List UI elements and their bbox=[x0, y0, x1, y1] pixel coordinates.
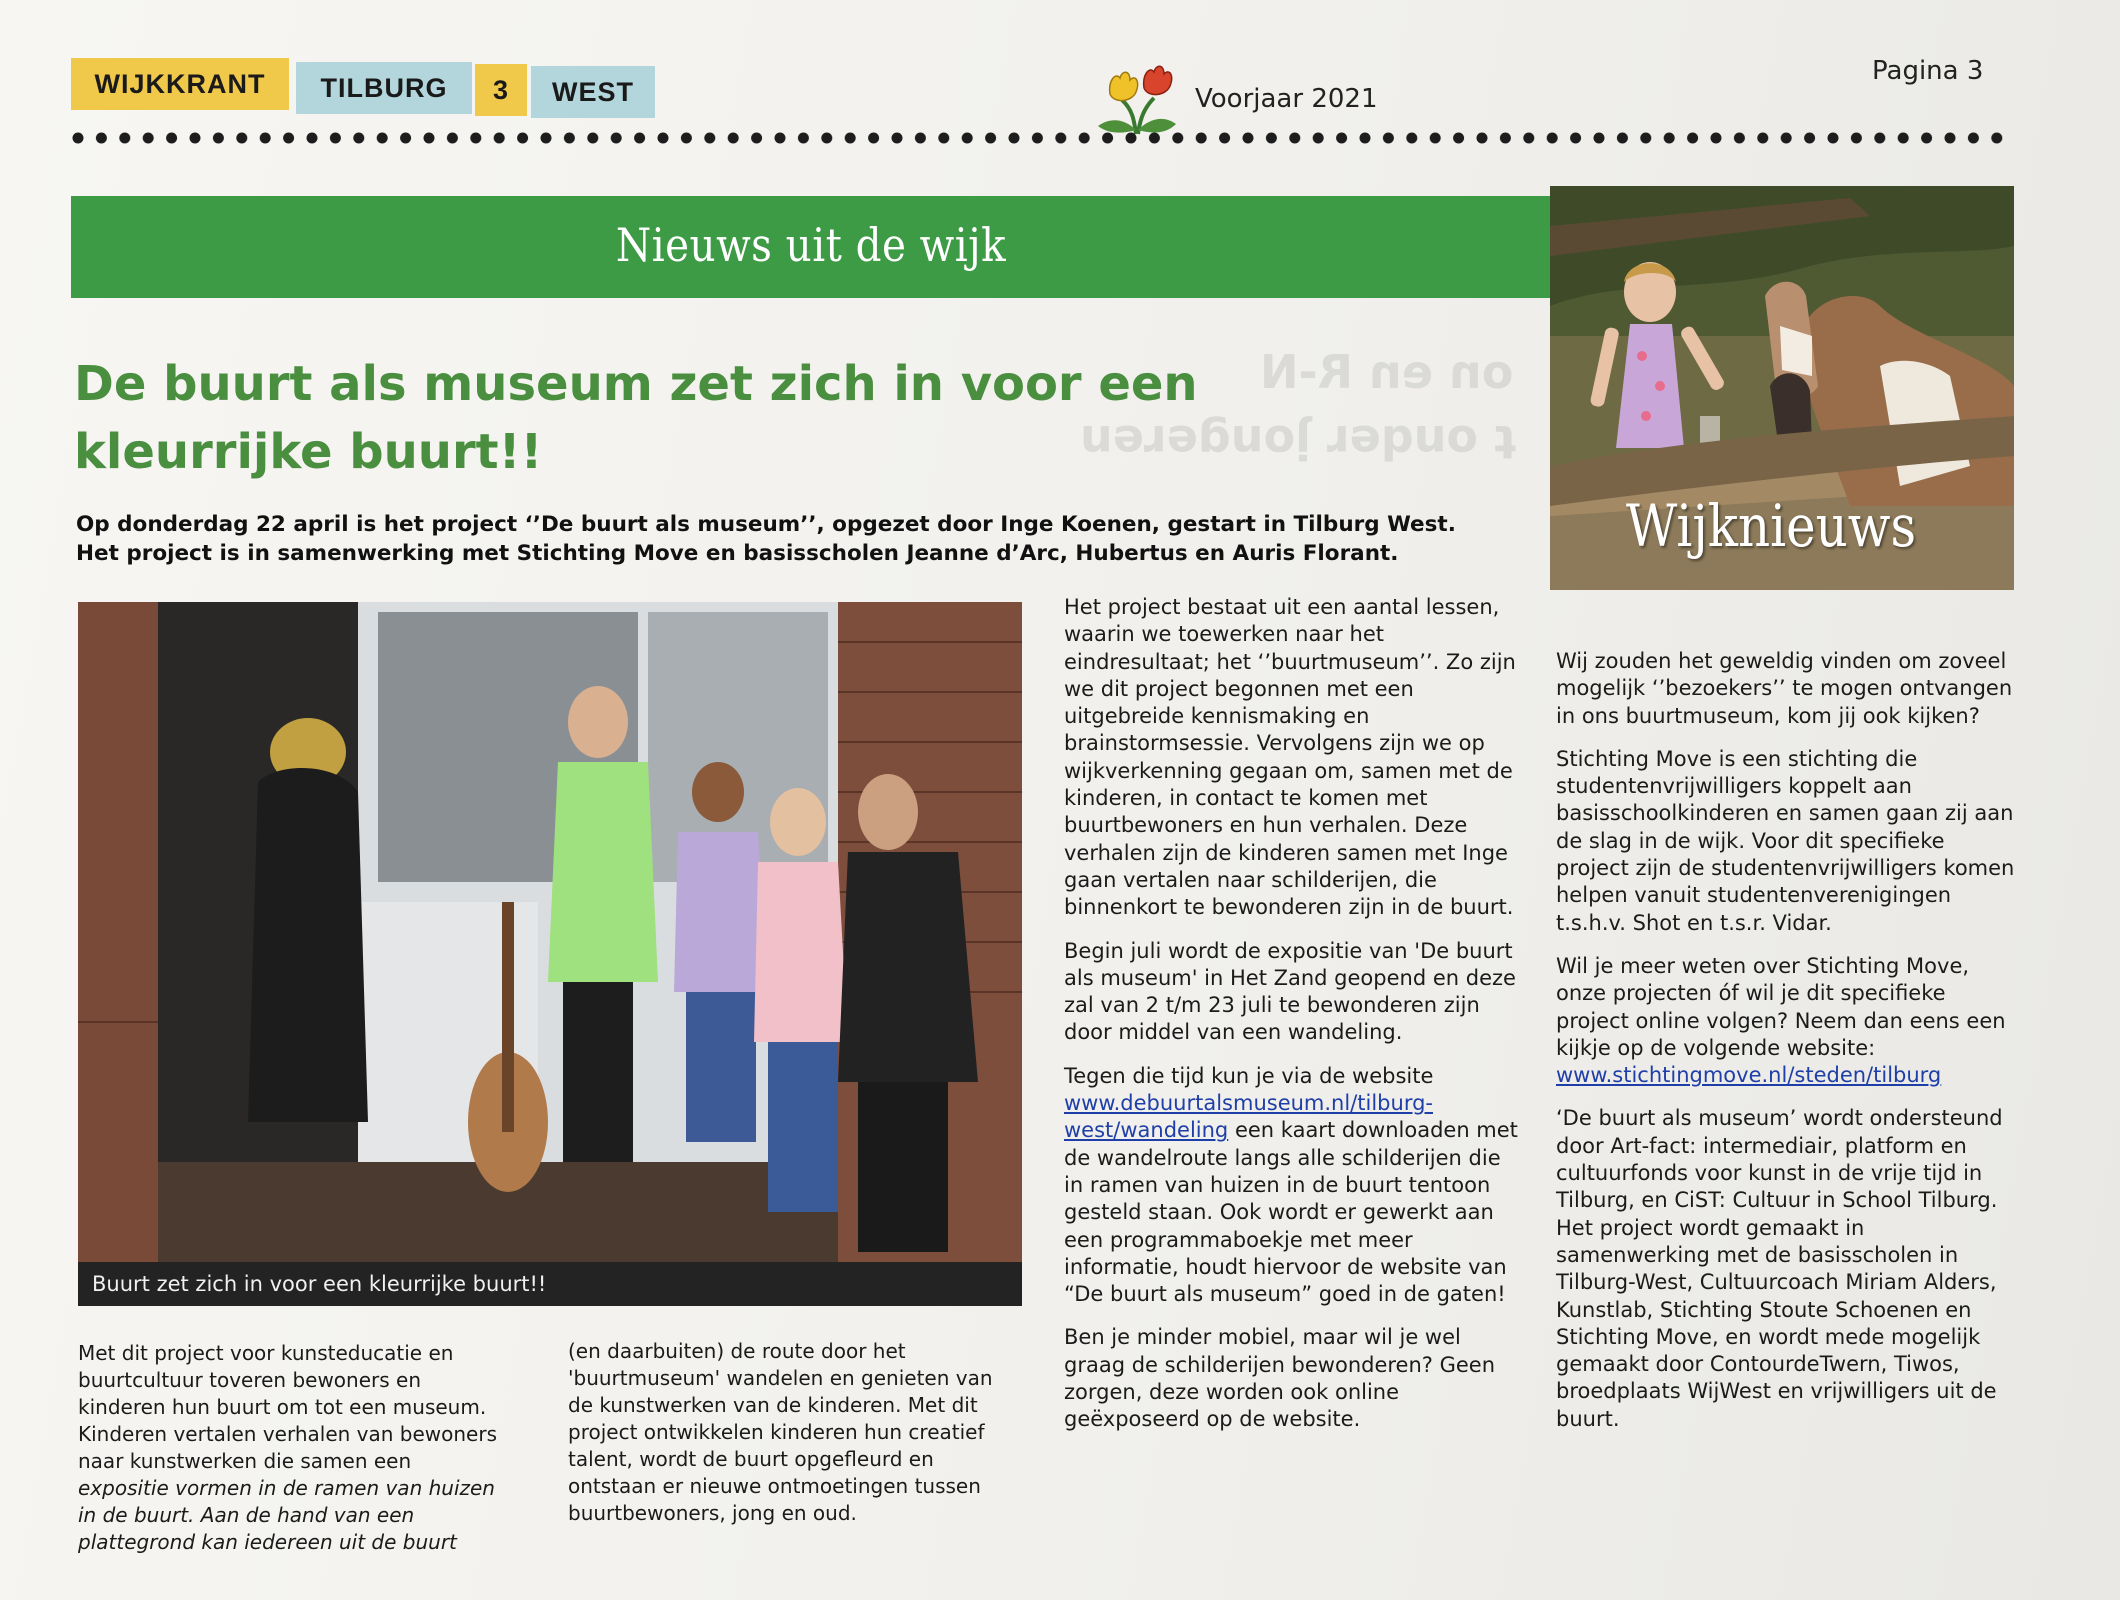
masthead-tag-tilburg: TILBURG bbox=[296, 62, 472, 114]
photo-caption: Buurt zet zich in voor een kleurrijke buurt!! bbox=[78, 1262, 1022, 1306]
issue-season: Voorjaar 2021 bbox=[1195, 84, 1378, 114]
column-1-text: Met dit project voor kunsteducatie en buurtcultuur toveren bewoners en kinderen hun buurt om tot een museum. Kinderen vertalen verhalen van bewoners naar kunstwerken die samen een bbox=[78, 1341, 498, 1473]
wijknieuws-overlay-label: Wijknieuws bbox=[1626, 492, 1917, 560]
section-title: Nieuws uit de wijk bbox=[615, 218, 1007, 272]
column-3-paragraph-1: Het project bestaat uit een aantal lessen, waarin we toewerken naar het eindresultaat; het ‘’buurtmuseum’’. Zo zijn we dit project begonnen met een uitgebreide kennismaking en brainstormsessie. Vervolgens zijn we op wijkverkenning gegaan om, samen met de kinderen, in contact te komen met buurtbewoners en hun verhalen. Deze verhalen zijn de kinderen samen met Inge gaan vertalen naar schilderijen, die binnenkort te bewonderen zijn in de buurt. bbox=[1064, 595, 1516, 920]
column-1-italic-text: expositie vormen in de ramen van huizen in de buurt. Aan de hand van een plattegrond kan iedereen uit de buurt bbox=[78, 1476, 495, 1554]
debuurtalsmuseum-link[interactable]: www.debuurtalsmuseum.nl/tilburg-west/wandeling bbox=[1064, 1091, 1433, 1143]
column-4-paragraph-2: Stichting Move is een stichting die studentenvrijwilligers koppelt aan basisschoolkinderen en samen gaan zij aan de slag in de wijk. Voor dit specifieke project zijn de studentenvrijwilligers komen helpen vanuit studentenverenigingen t.s.h.v. Shot en t.s.r. Vidar. bbox=[1556, 746, 2015, 935]
column-3-paragraph-2: Begin juli wordt de expositie van 'De buurt als museum' in Het Zand geopend en deze zal van 2 t/m 23 juli te bewonderen zijn door middel van een wandeling. bbox=[1064, 938, 1516, 1045]
article-headline: De buurt als museum zet zich in voor een kleurrijke buurt!! bbox=[74, 356, 1198, 480]
masthead-tag-number: 3 bbox=[475, 64, 527, 116]
column-3-text-after-link: een kaart downloaden met de wandelroute langs alle schilderijen die in ramen van huizen in de buurt tentoon gesteld staan. Ook wordt er gewerkt aan een programmaboekje met meer informatie, houdt hiervoor de website van “De buurt als museum” goed in de gaten! bbox=[1064, 1118, 1518, 1307]
section-banner bbox=[71, 196, 1551, 298]
column-4-text-before-link: Wil je meer weten over Stichting Move, onze projecten óf wil je dit specifieke project online volgen? Neem dan eens een kijkje op de volgende website: bbox=[1556, 953, 2006, 1060]
show-through-text: on en R-N bbox=[1260, 345, 1514, 399]
dotted-divider bbox=[72, 122, 2012, 152]
masthead-tag-wijkkrant: WIJKKRANT bbox=[71, 58, 289, 110]
column-4-paragraph-1: Wij zouden het geweldig vinden om zoveel mogelijk ‘’bezoekers’’ te mogen ontvangen in ons buurtmuseum, kom jij ook kijken? bbox=[1556, 649, 2013, 728]
stichtingmove-link[interactable]: www.stichtingmove.nl/steden/tilburg bbox=[1556, 1063, 1942, 1088]
column-4-paragraph-4: ‘De buurt als museum’ wordt ondersteund door Art-fact: intermediair, platform en cultuurfonds voor kunst in de vrije tijd in Tilburg, en CiST: Cultuur in School Tilburg. Het project wordt gemaakt in samenwerking met de basisscholen in Tilburg-West, Cultuurcoach Miriam Alders, Kunstlab, Stichting Stoute Schoenen en Stichting Move, en wordt mede mogelijk gemaakt door ContourdeTwern, Tiwos, broedplaats WijWest en vrijwilligers uit de buurt. bbox=[1556, 1106, 2003, 1431]
children-at-window-illustration bbox=[78, 602, 1022, 1262]
masthead-tag-west: WEST bbox=[531, 66, 655, 118]
column-3-text-before-link: Tegen die tijd kun je via de website bbox=[1064, 1063, 1434, 1088]
article-column-2 bbox=[568, 1338, 1018, 1543]
column-3-paragraph-4: Ben je minder mobiel, maar wil je wel graag de schilderijen bewonderen? Geen zorgen, deze worden ook online geëxposeerd op de website. bbox=[1064, 1325, 1496, 1432]
article-column-1 bbox=[78, 1340, 508, 1572]
article-column-3 bbox=[1064, 594, 1524, 1450]
article-column-4 bbox=[1556, 648, 2018, 1449]
article-intro: Op donderdag 22 april is het project ‘’De buurt als museum’’, opgezet door Inge Koenen, gestart in Tilburg West. Het project is in samenwerking met Stichting Move en basisscholen Jeanne d’Arc, Hubertus en Auris Florant. bbox=[76, 512, 1456, 566]
page-number: Pagina 3 bbox=[1872, 56, 1984, 86]
show-through-text: t onder jongeren bbox=[1080, 415, 1517, 469]
column-2-text: (en daarbuiten) de route door het 'buurtmuseum' wandelen en genieten van de kunstwerken van de kinderen. Met dit project ontwikkelen kinderen hun creatief talent, wordt de buurt opgefleurd en ontstaan er nieuwe ontmoetingen tussen buurtbewoners, jong en oud. bbox=[568, 1339, 993, 1525]
article-photo bbox=[78, 602, 1022, 1262]
